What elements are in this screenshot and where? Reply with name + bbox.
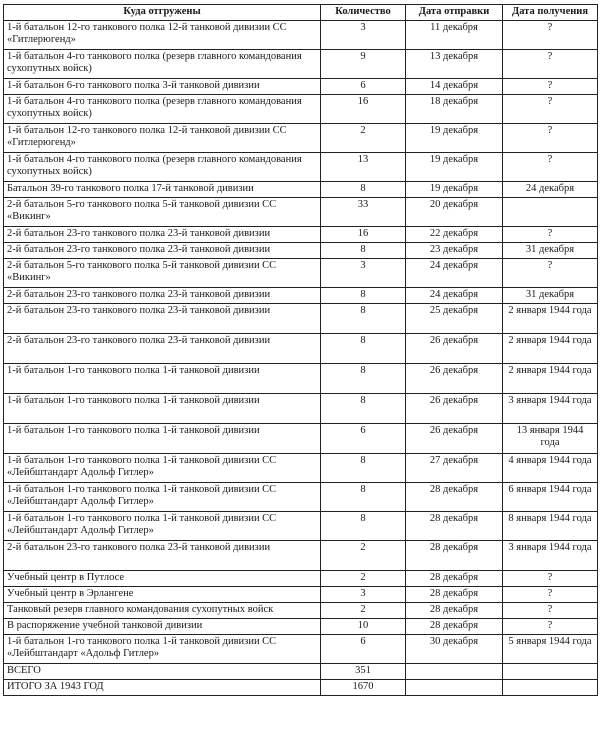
- sent-date-cell: 28 декабря: [406, 483, 503, 512]
- empty-cell: [406, 664, 503, 680]
- quantity-cell: 6: [321, 79, 406, 95]
- table-row: [4, 50, 598, 79]
- quantity-cell: 16: [321, 227, 406, 243]
- received-date-cell: [503, 198, 598, 227]
- table-row: [4, 424, 598, 454]
- received-date-cell: 8 января 1944 года: [503, 512, 598, 541]
- sent-date-cell: 26 декабря: [406, 334, 503, 364]
- sent-date-cell: 14 декабря: [406, 79, 503, 95]
- destination-cell: 2-й батальон 23-го танкового полка 23-й танковой дивизии: [4, 243, 321, 259]
- sent-date-cell: 28 декабря: [406, 571, 503, 587]
- quantity-cell: 16: [321, 95, 406, 124]
- sent-date-cell: 27 декабря: [406, 454, 503, 483]
- quantity-cell: 33: [321, 198, 406, 227]
- total-value: 351: [321, 664, 406, 680]
- table-row: [4, 635, 598, 664]
- sent-date-cell: 19 декабря: [406, 124, 503, 153]
- received-date-cell: ?: [503, 227, 598, 243]
- destination-cell: 1-й батальон 1-го танкового полка 1-й танковой дивизии СС «Лейбштандарт Адольф Гитлер»: [4, 483, 321, 512]
- destination-cell: 1-й батальон 1-го танкового полка 1-й танковой дивизии СС «Лейбштандарт Адольф Гитлер»: [4, 512, 321, 541]
- table-row: [4, 198, 598, 227]
- table-row: [4, 334, 598, 364]
- received-date-cell: 13 января 1944 года: [503, 424, 598, 454]
- received-date-cell: ?: [503, 79, 598, 95]
- destination-cell: 2-й батальон 23-го танкового полка 23-й танковой дивизии: [4, 288, 321, 304]
- received-date-cell: 6 января 1944 года: [503, 483, 598, 512]
- quantity-cell: 8: [321, 483, 406, 512]
- quantity-cell: 8: [321, 394, 406, 424]
- table-row: [4, 182, 598, 198]
- table-row: [4, 587, 598, 603]
- quantity-cell: 8: [321, 364, 406, 394]
- destination-cell: 1-й батальон 1-го танкового полка 1-й танковой дивизии СС «Лейбштандарт «Адольф Гитлер»: [4, 635, 321, 664]
- destination-cell: Учебный центр в Эрлангене: [4, 587, 321, 603]
- received-date-cell: ?: [503, 50, 598, 79]
- received-date-cell: ?: [503, 619, 598, 635]
- sent-date-cell: 26 декабря: [406, 364, 503, 394]
- header-destination: Куда отгружены: [4, 5, 321, 21]
- table-row: [4, 288, 598, 304]
- received-date-cell: 3 января 1944 года: [503, 394, 598, 424]
- destination-cell: Учебный центр в Путлосе: [4, 571, 321, 587]
- quantity-cell: 8: [321, 304, 406, 334]
- destination-cell: 2-й батальон 23-го танкового полка 23-й танковой дивизии: [4, 334, 321, 364]
- table-row: [4, 541, 598, 571]
- sent-date-cell: 26 декабря: [406, 394, 503, 424]
- table-row: [4, 259, 598, 288]
- quantity-cell: 6: [321, 424, 406, 454]
- received-date-cell: ?: [503, 603, 598, 619]
- destination-cell: 1-й батальон 4-го танкового полка (резерв главного командования сухопутных войск): [4, 95, 321, 124]
- quantity-cell: 6: [321, 635, 406, 664]
- received-date-cell: ?: [503, 571, 598, 587]
- sent-date-cell: 28 декабря: [406, 512, 503, 541]
- sent-date-cell: 26 декабря: [406, 424, 503, 454]
- table-row: [4, 21, 598, 50]
- destination-cell: 2-й батальон 23-го танкового полка 23-й танковой дивизии: [4, 541, 321, 571]
- sent-date-cell: 30 декабря: [406, 635, 503, 664]
- total-label: ВСЕГО: [4, 664, 321, 680]
- header-received-date: Дата получения: [503, 5, 598, 21]
- sent-date-cell: 28 декабря: [406, 603, 503, 619]
- quantity-cell: 8: [321, 454, 406, 483]
- received-date-cell: ?: [503, 95, 598, 124]
- destination-cell: 1-й батальон 6-го танкового полка 3-й танковой дивизии: [4, 79, 321, 95]
- quantity-cell: 8: [321, 334, 406, 364]
- table-row: [4, 512, 598, 541]
- received-date-cell: ?: [503, 124, 598, 153]
- quantity-cell: 2: [321, 571, 406, 587]
- received-date-cell: 31 декабря: [503, 288, 598, 304]
- received-date-cell: 31 декабря: [503, 243, 598, 259]
- table-row: [4, 79, 598, 95]
- empty-cell: [503, 680, 598, 696]
- destination-cell: 1-й батальон 4-го танкового полка (резерв главного командования сухопутных войск): [4, 153, 321, 182]
- table-row: [4, 227, 598, 243]
- destination-cell: 1-й батальон 4-го танкового полка (резерв главного командования сухопутных войск): [4, 50, 321, 79]
- destination-cell: 1-й батальон 1-го танкового полка 1-й танковой дивизии СС «Лейбштандарт Адольф Гитлер»: [4, 454, 321, 483]
- received-date-cell: 2 января 1944 года: [503, 334, 598, 364]
- total-label: ИТОГО ЗА 1943 ГОД: [4, 680, 321, 696]
- destination-cell: 1-й батальон 1-го танкового полка 1-й танковой дивизии: [4, 394, 321, 424]
- quantity-cell: 8: [321, 182, 406, 198]
- table-row: [4, 95, 598, 124]
- destination-cell: 2-й батальон 5-го танкового полка 5-й танковой дивизии СС «Викинг»: [4, 198, 321, 227]
- table-row: [4, 619, 598, 635]
- sent-date-cell: 19 декабря: [406, 153, 503, 182]
- sent-date-cell: 18 декабря: [406, 95, 503, 124]
- destination-cell: 1-й батальон 1-го танкового полка 1-й танковой дивизии: [4, 424, 321, 454]
- sent-date-cell: 19 декабря: [406, 182, 503, 198]
- quantity-cell: 2: [321, 541, 406, 571]
- destination-cell: 1-й батальон 12-го танкового полка 12-й танковой дивизии СС «Гитлерюгенд»: [4, 124, 321, 153]
- quantity-cell: 3: [321, 587, 406, 603]
- received-date-cell: ?: [503, 21, 598, 50]
- received-date-cell: ?: [503, 259, 598, 288]
- destination-cell: 2-й батальон 23-го танкового полка 23-й танковой дивизии: [4, 304, 321, 334]
- quantity-cell: 9: [321, 50, 406, 79]
- quantity-cell: 8: [321, 512, 406, 541]
- table-row: [4, 483, 598, 512]
- sent-date-cell: 28 декабря: [406, 619, 503, 635]
- table-row: [4, 603, 598, 619]
- empty-cell: [503, 664, 598, 680]
- table-row: [4, 124, 598, 153]
- received-date-cell: 24 декабря: [503, 182, 598, 198]
- quantity-cell: 13: [321, 153, 406, 182]
- sent-date-cell: 24 декабря: [406, 288, 503, 304]
- sent-date-cell: 11 декабря: [406, 21, 503, 50]
- empty-cell: [406, 680, 503, 696]
- table-row: [4, 454, 598, 483]
- sent-date-cell: 23 декабря: [406, 243, 503, 259]
- received-date-cell: 4 января 1944 года: [503, 454, 598, 483]
- table-row: [4, 394, 598, 424]
- table-row: [4, 243, 598, 259]
- destination-cell: В распоряжение учебной танковой дивизии: [4, 619, 321, 635]
- received-date-cell: 5 января 1944 года: [503, 635, 598, 664]
- quantity-cell: 3: [321, 259, 406, 288]
- received-date-cell: 2 января 1944 года: [503, 364, 598, 394]
- destination-cell: 1-й батальон 1-го танкового полка 1-й танковой дивизии: [4, 364, 321, 394]
- sent-date-cell: 28 декабря: [406, 541, 503, 571]
- sent-date-cell: 20 декабря: [406, 198, 503, 227]
- header-quantity: Количество: [321, 5, 406, 21]
- quantity-cell: 3: [321, 21, 406, 50]
- destination-cell: 2-й батальон 5-го танкового полка 5-й танковой дивизии СС «Викинг»: [4, 259, 321, 288]
- received-date-cell: 3 января 1944 года: [503, 541, 598, 571]
- header-sent-date: Дата отправки: [406, 5, 503, 21]
- table-row: [4, 153, 598, 182]
- shipment-table: [3, 4, 598, 696]
- sent-date-cell: 28 декабря: [406, 587, 503, 603]
- received-date-cell: ?: [503, 587, 598, 603]
- header-row: [4, 5, 598, 21]
- table-row: [4, 304, 598, 334]
- quantity-cell: 8: [321, 288, 406, 304]
- received-date-cell: ?: [503, 153, 598, 182]
- total-value: 1670: [321, 680, 406, 696]
- quantity-cell: 10: [321, 619, 406, 635]
- destination-cell: Танковый резерв главного командования сухопутных войск: [4, 603, 321, 619]
- quantity-cell: 2: [321, 124, 406, 153]
- sent-date-cell: 13 декабря: [406, 50, 503, 79]
- sent-date-cell: 22 декабря: [406, 227, 503, 243]
- sent-date-cell: 25 декабря: [406, 304, 503, 334]
- table-row: [4, 571, 598, 587]
- table-row: [4, 364, 598, 394]
- total-row: [4, 680, 598, 696]
- sent-date-cell: 24 декабря: [406, 259, 503, 288]
- quantity-cell: 2: [321, 603, 406, 619]
- received-date-cell: 2 января 1944 года: [503, 304, 598, 334]
- destination-cell: 1-й батальон 12-го танкового полка 12-й танковой дивизии СС «Гитлерюгенд»: [4, 21, 321, 50]
- table-body: [4, 21, 598, 696]
- total-row: [4, 664, 598, 680]
- destination-cell: Батальон 39-го танкового полка 17-й танковой дивизии: [4, 182, 321, 198]
- quantity-cell: 8: [321, 243, 406, 259]
- destination-cell: 2-й батальон 23-го танкового полка 23-й танковой дивизии: [4, 227, 321, 243]
